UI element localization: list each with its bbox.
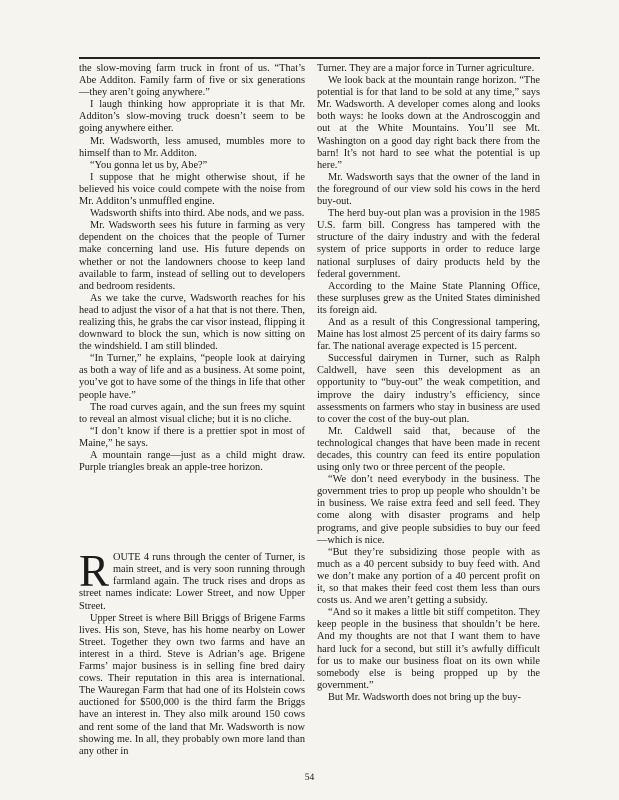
paragraph: Mr. Wadsworth, less amused, mumbles more to himself than to Mr. Additon. — [79, 135, 305, 159]
paragraph: “You gonna let us by, Abe?” — [90, 159, 208, 171]
top-rule — [79, 57, 540, 59]
paragraph: We look back at the mountain range horizon. “The potential is for that land to be sold at any time,” says Mr. Wadsworth. A developer comes along and looks both ways: he looks down at the Androscoggin and out at the White Mountains. You’ll see Mt. Washington on a good day right back there from the barn! It’s not hard to see what the potential is up here.” — [317, 75, 540, 171]
paragraph: “We don’t need everybody in the business. The government tries to prop up people who shouldn’t be in business. We raise extra feed and sell feed. They come along with disaster programs and help programs, and give people subsidies to buy our feed—which is nice. — [317, 474, 540, 546]
paragraph: But Mr. Wadsworth does not bring up the buy- — [328, 691, 521, 703]
paragraph: Upper Street is where Bill Briggs of Brigene Farms lives. His son, Steve, has his home nearby on Lower Street. Together they own two farms and have an interest in a third. Steve is Adrian’s age. Brigene Farms’ major business is in selling fine bred dairy cows. Their reputation in this area is international. The Wauregan Farm that had one of its Holstein cows auctioned for $500,000 is the third farm the Briggs have an interest in. They also milk around 150 cows and rent some of the land that Mr. Wadsworth is now showing me. In all, they probably own more land than any other in — [79, 612, 305, 757]
paragraph: Mr. Wadsworth says that the owner of the land in the foreground of our view sold his cows in the herd buy-out. — [317, 171, 540, 208]
page-number: 54 — [304, 773, 315, 783]
right-column — [317, 63, 540, 704]
paragraph: “But they’re subsidizing those people with as much as a 40 percent subsidy to buy feed with. And we don’t make any portion of a 40 percent profit on it, so that makes their feed cost them less than ours costs us. And we aren’t getting a subsidy. — [317, 546, 540, 607]
section-opening-paragraph — [79, 546, 305, 612]
drop-cap-paragraph-text: OUTE 4 runs through the center of Turner, is main street, and is very soon running through farmland again. The truck rises and drops as street names indicate: Lower Street, and now Upper Street. — [79, 552, 305, 612]
paragraph: Mr. Wadsworth sees his future in farming as very dependent on the choices that the people of Turner make concerning land use. His future depends on whether or not the landowners choose to keep land available to farm, instead of selling out to developers and bedroom residents. — [79, 220, 305, 292]
paragraph: “And so it makes a little bit stiff competiton. They keep people in the business that shouldn’t be here. And my thoughts are not that I want them to have hard luck for a second, but still it’s awfully difficult for us to make our business float on its own while somebody else is being propped up by the government.” — [317, 607, 540, 691]
paragraph: “I don’t know if there is a prettier spot in most of Maine,” he says. — [79, 425, 305, 449]
paragraph: I laugh thinking how appropriate it is that Mr. Additon’s slow-moving truck doesn’t seem to be going anywhere either. — [79, 99, 305, 135]
paragraph: The herd buy-out plan was a provision in the 1985 U.S. farm bill. Congress has tampered with the structure of the dairy industry and with the federal system of price supports in order to reduce large national surpluses of dairy products held by the federal government. — [317, 208, 540, 280]
paragraph: I suppose that he might otherwise shout, if he believed his voice could compete with the noise from Mr. Additon’s unmuffled engine. — [79, 171, 305, 208]
drop-cap: R — [79, 546, 110, 597]
paragraph: Wadsworth shifts into third. Abe nods, and we pass. — [90, 208, 305, 220]
paragraph: As we take the curve, Wadsworth reaches for his head to adjust the visor of a hat that is not there. Then, realizing this, he grabs the car visor instead, flipping it downward to block the sun, which is now sitting on the windshield. I am still blinded. — [79, 292, 305, 353]
paragraph: Turner. They are a major force in Turner agriculture. — [317, 63, 535, 74]
paragraph: “In Turner,” he explains, “people look at dairying as both a way of life and as a business. At some point, you’ve got to have some of the things in life that other people have.” — [79, 353, 305, 401]
paragraph: Successful dairymen in Turner, such as Ralph Caldwell, have seen this development as an opportunity to “buy-out” the weak competition, and improve the dairy industry’s efficiency, since assessments on farmers who stay in business are used to cover the cost of the buy-out plan. — [317, 353, 540, 425]
paragraph: Mr. Caldwell said that, because of the technological changes that have been made in recent decades, this country can feed its entire population using only two or three percent of the people. — [317, 425, 540, 474]
left-column — [79, 63, 305, 758]
paragraph: And as a result of this Congressional tampering, Maine has lost almost 25 percent of its dairy farms so far. The national average expected is 15 percent. — [317, 316, 540, 353]
paragraph: According to the Maine State Planning Office, these surpluses grew as the United States diminished its foreign aid. — [317, 280, 540, 316]
paragraph: A mountain range—just as a child might draw. Purple triangles break an apple-tree horizon. — [79, 450, 305, 474]
paragraph: the slow-moving farm truck in front of us. “That’s Abe Additon. Family farm of five or six generations—they aren’t going anywhere.” — [79, 63, 305, 99]
paragraph: The road curves again, and the sun frees my squint to reveal an almost visual cliche; but it is no cliche. — [79, 401, 305, 425]
